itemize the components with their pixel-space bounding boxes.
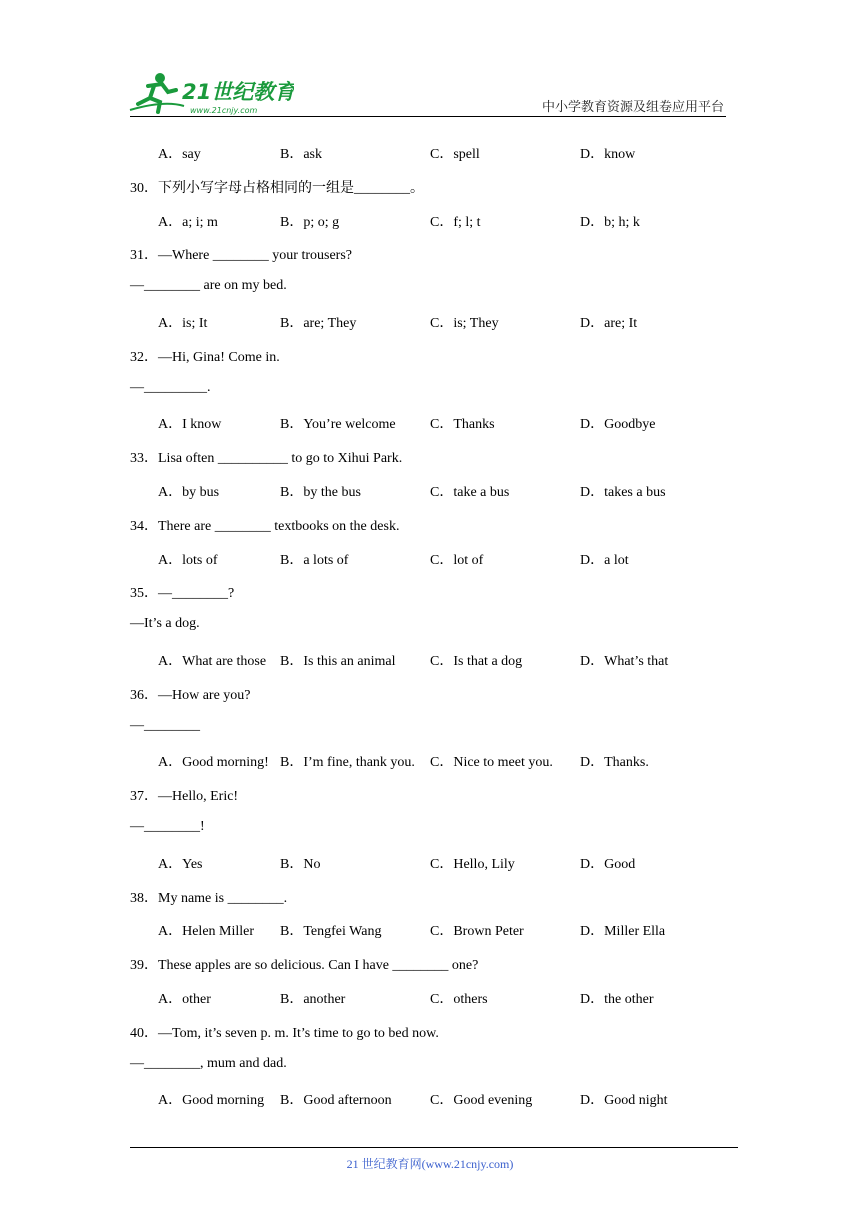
answer-option-c: C．Is that a dog [430,654,523,669]
question-line: —It’s a dog. [130,616,200,632]
footer-divider [130,1147,738,1148]
question-line: 39．These apples are so delicious. Can I have ________ one? [130,958,479,974]
answer-option-c: C．Hello, Lily [430,856,515,872]
question-line: 40．—Tom, it’s seven p. m. It’s time to go to bed now. [130,1025,439,1041]
svg-text:21世纪教育: 21世纪教育 [182,80,294,104]
header-platform-text: 中小学教育资源及组卷应用平台 [541,100,724,115]
answer-option-c: C．Thanks [430,417,495,433]
answer-option-a: A．Good morning! [158,755,269,771]
answer-option-d: D．Good night [580,1093,668,1109]
answer-option-a: A．Good morning [158,1093,265,1109]
answer-option-b: B．Good afternoon [280,1093,392,1109]
answer-option-c: C．spell [430,147,480,162]
question-line: 38．My name is ________. [130,890,288,906]
answer-option-a: A．a; i; m [158,214,218,230]
answer-option-b: B．a lots of [280,552,349,568]
answer-option-d: D．are; It [580,316,638,331]
answer-option-b: B．Is this an animal [280,654,396,669]
question-line: —________ are on my bed. [130,278,287,294]
answer-option-c: C．Nice to meet you. [430,755,553,771]
answer-option-a: A．I know [158,417,222,433]
answer-option-a: A．is; It [158,316,208,331]
answer-option-a: A．lots of [158,552,218,568]
header-divider [130,116,726,117]
answer-option-b: B．Tengfei Wang [280,924,382,940]
answer-option-a: A．What are those [158,654,267,669]
question-line: 32．—Hi, Gina! Come in. [130,349,280,365]
answer-option-c: C．f; l; t [430,214,481,230]
question-line: —________! [130,819,205,834]
answer-option-a: A．say [158,147,201,162]
question-line: 34．There are ________ textbooks on the desk. [130,518,400,534]
answer-option-d: D．takes a bus [580,485,666,500]
answer-option-c: C．lot of [430,552,484,568]
page-header [120,66,726,116]
answer-option-a: A．other [158,992,211,1007]
question-line: 35．—________? [130,586,235,602]
site-logo [124,70,294,116]
question-line: 31．—Where ________ your trousers? [130,248,353,264]
runner-logo-icon [124,70,294,116]
footer-text: 21 世纪教育网(www.21cnjy.com) [346,1157,514,1171]
question-line: 37．—Hello, Eric! [130,789,239,805]
answer-option-d: D．What’s that [580,654,669,669]
answer-option-c: C．Brown Peter [430,924,524,940]
answer-option-d: D．b; h; k [580,214,640,230]
svg-text:www.21cnjy.com: www.21cnjy.com [190,106,258,115]
answer-option-a: A．Helen Miller [158,924,255,940]
answer-option-a: A．Yes [158,856,203,872]
answer-option-b: B．I’m fine, thank you. [280,755,415,771]
question-line: 33．Lisa often __________ to go to Xihui Park. [130,451,403,467]
answer-option-b: B．are; They [280,316,357,331]
answer-option-b: B．by the bus [280,485,361,500]
question-line: 36．—How are you? [130,687,251,703]
answer-option-d: D．Miller Ella [580,924,666,940]
answer-option-d: D．a lot [580,552,629,568]
answer-option-b: B．p; o; g [280,214,340,230]
question-line: —________ [130,717,200,733]
answer-option-d: D．Good [580,856,636,872]
answer-option-d: D．the other [580,992,654,1007]
answer-option-d: D．know [580,147,636,162]
answer-option-b: B．No [280,856,321,872]
question-line: —________, mum and dad. [130,1055,287,1071]
question-line: —_________. [130,379,211,395]
answer-option-b: B．ask [280,147,322,162]
answer-option-d: D．Thanks. [580,755,649,771]
answer-option-c: C．others [430,992,488,1007]
question-line: 30．下列小写字母占格相同的一组是________。 [130,180,424,196]
answer-option-b: B．You’re welcome [280,417,396,433]
answer-option-d: D．Goodbye [580,417,656,433]
answer-option-b: B．another [280,992,346,1007]
answer-option-a: A．by bus [158,485,220,500]
answer-option-c: C．is; They [430,316,499,331]
answer-option-c: C．take a bus [430,485,510,500]
answer-option-c: C．Good evening [430,1093,533,1109]
